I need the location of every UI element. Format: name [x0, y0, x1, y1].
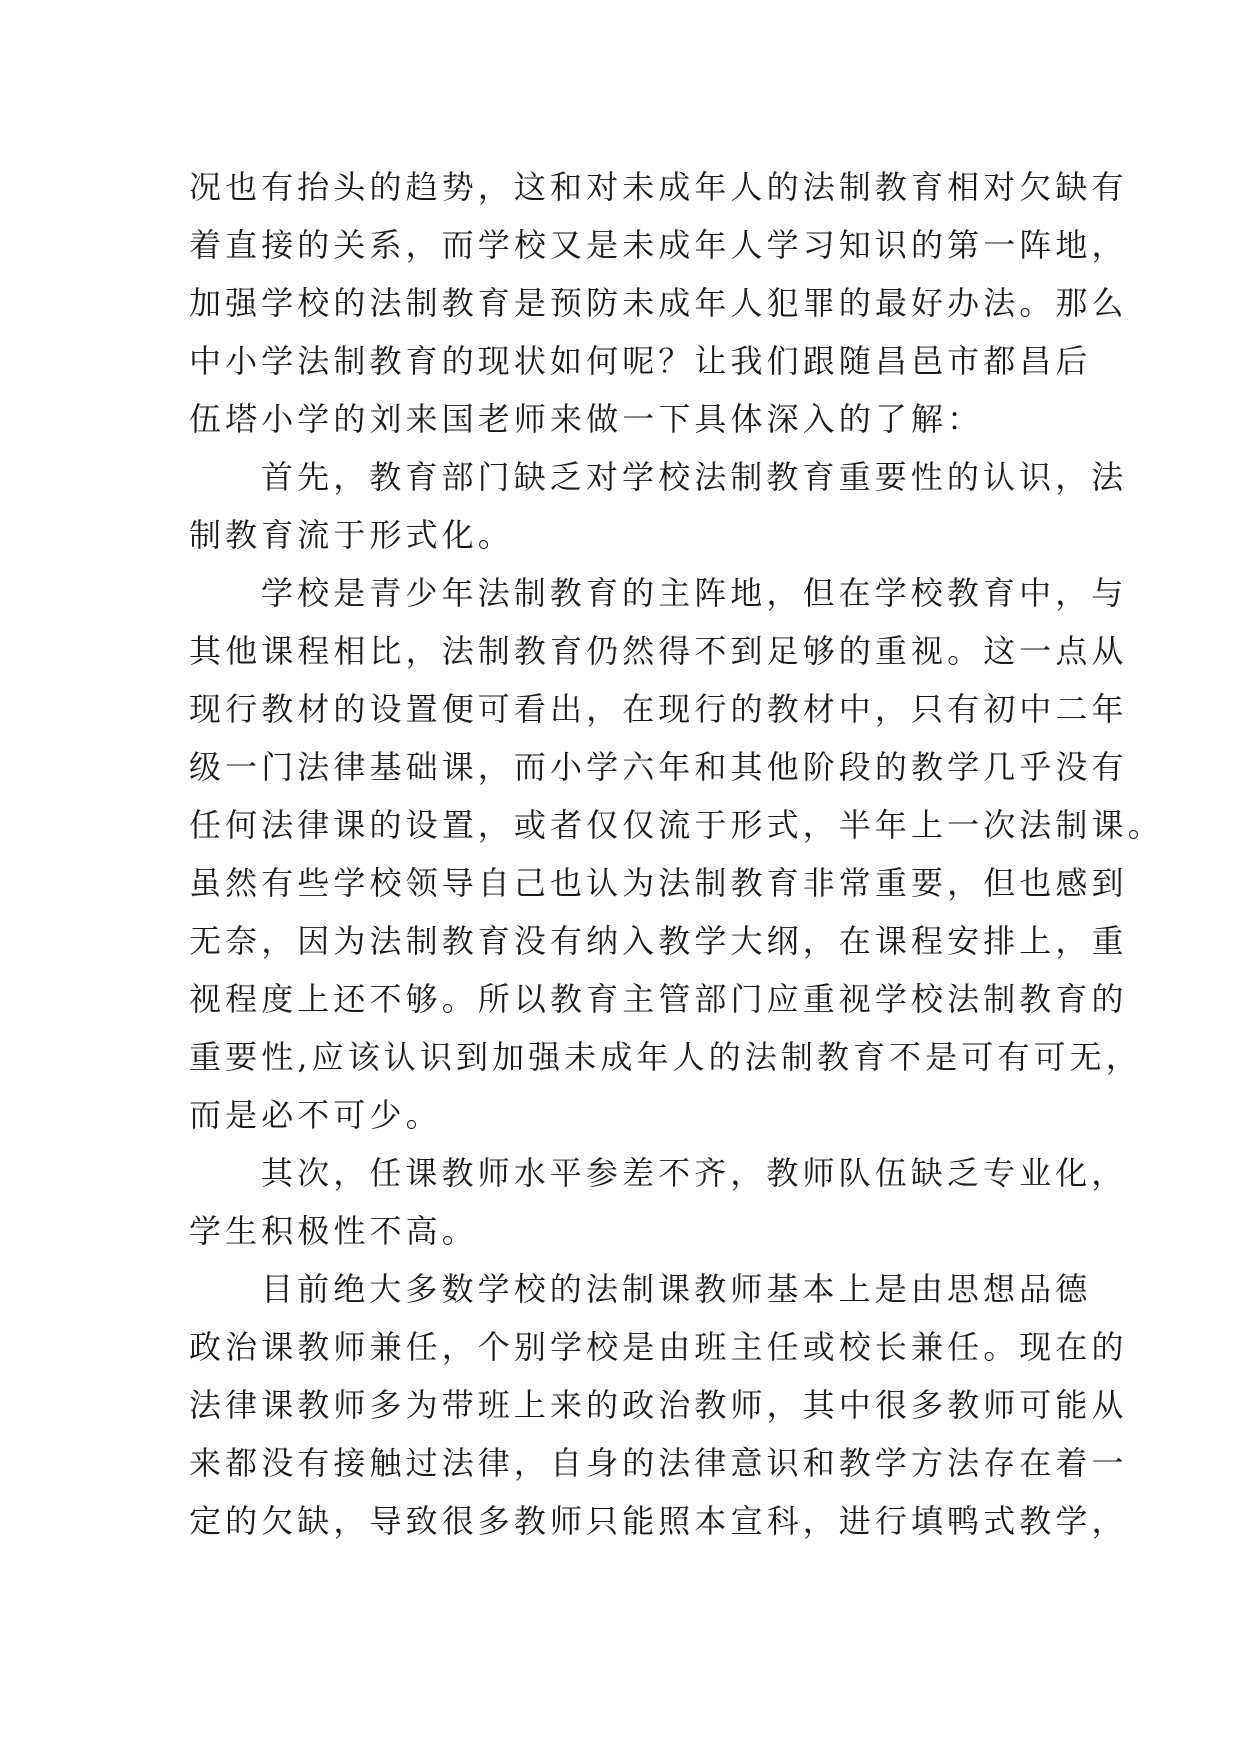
text-line: 而是必不可少。: [189, 1096, 442, 1134]
text-line: 视程度上还不够。所以教育主管部门应重视学校法制教育的: [189, 980, 1128, 1018]
text-line: 目前绝大多数学校的法制课教师基本上是由思想品德: [261, 1270, 1092, 1308]
text-line: 无奈，因为法制教育没有纳入教学大纲，在课程安排上，重: [189, 922, 1128, 960]
text-line: 政治课教师兼任，个别学校是由班主任或校长兼任。现在的: [189, 1328, 1128, 1366]
text-line: 况也有抬头的趋势，这和对未成年人的法制教育相对欠缺有: [189, 168, 1128, 206]
text-line: 其他课程相比，法制教育仍然得不到足够的重视。这一点从: [189, 632, 1128, 670]
text-line: 来都没有接触过法律，自身的法律意识和教学方法存在着一: [189, 1444, 1128, 1482]
text-line: 制教育流于形式化。: [189, 516, 514, 554]
text-line: 加强学校的法制教育是预防未成年人犯罪的最好办法。那么: [189, 284, 1128, 322]
text-line: 任何法律课的设置，或者仅仅流于形式，半年上一次法制课。: [189, 806, 1164, 844]
text-line: 伍塔小学的刘来国老师来做一下具体深入的了解：: [189, 400, 984, 438]
text-line: 法律课教师多为带班上来的政治教师，其中很多教师可能从: [189, 1386, 1128, 1424]
text-line: 其次，任课教师水平参差不齐，教师队伍缺乏专业化，: [261, 1154, 1128, 1192]
text-line: 虽然有些学校领导自己也认为法制教育非常重要，但也感到: [189, 864, 1128, 902]
text-line: 首先，教育部门缺乏对学校法制教育重要性的认识，法: [261, 458, 1128, 496]
text-line: 中小学法制教育的现状如何呢？让我们跟随昌邑市都昌后: [189, 342, 1092, 380]
text-line: 学校是青少年法制教育的主阵地，但在学校教育中，与: [261, 574, 1128, 612]
text-line: 学生积极性不高。: [189, 1212, 478, 1250]
body-text: [189, 158, 1164, 1550]
text-line: 级一门法律基础课，而小学六年和其他阶段的教学几乎没有: [189, 748, 1128, 786]
text-line: 定的欠缺，导致很多教师只能照本宣科，进行填鸭式教学，: [189, 1502, 1128, 1540]
text-line: 现行教材的设置便可看出，在现行的教材中，只有初中二年: [189, 690, 1128, 728]
text-line: 重要性,应该认识到加强未成年人的法制教育不是可有可无，: [189, 1038, 1142, 1076]
text-line: 着直接的关系，而学校又是未成年人学习知识的第一阵地，: [189, 226, 1128, 264]
